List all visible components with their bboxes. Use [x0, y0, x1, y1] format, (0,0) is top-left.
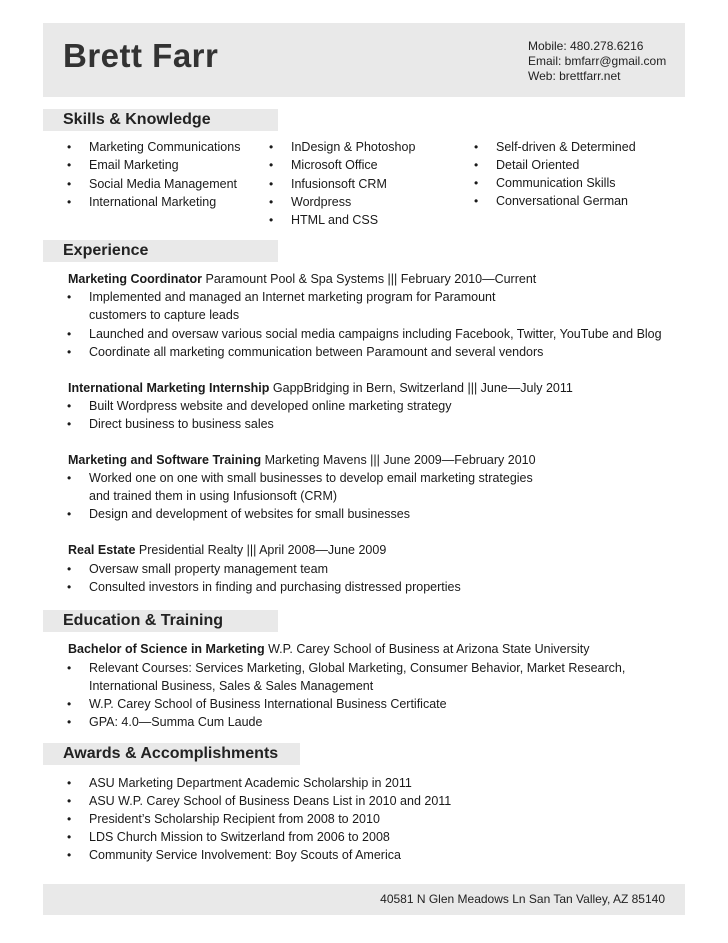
- email-address: Email: bmfarr@gmail.com: [528, 54, 667, 68]
- job-heading: [68, 541, 386, 559]
- list-item-continuation: and trained them in using Infusionsoft (CRM): [89, 489, 338, 503]
- mobile-number: Mobile: 480.278.6216: [528, 39, 644, 53]
- footer-banner: [43, 884, 685, 915]
- job-heading: [68, 451, 536, 469]
- job-detail: GappBridging in Bern, Switzerland ||| June—July 2011: [269, 381, 573, 395]
- list-item-continuation: International Business, Sales & Sales Management: [89, 679, 374, 693]
- job-detail: Marketing Mavens ||| June 2009—February 2010: [261, 453, 536, 467]
- header-banner: [43, 23, 685, 97]
- section-title-skills: Skills & Knowledge: [43, 109, 278, 131]
- school: W.P. Carey School of Business at Arizona State University: [264, 642, 590, 656]
- degree-heading: [68, 640, 590, 658]
- job-role: Marketing Coordinator: [68, 272, 203, 286]
- degree: Bachelor of Science in Marketing: [68, 642, 265, 656]
- job-heading: [68, 270, 536, 288]
- contact-info: [528, 39, 666, 84]
- section-title-awards: Awards & Accomplishments: [43, 743, 300, 765]
- job-detail: Paramount Pool & Spa Systems ||| February 2010—Current: [202, 272, 537, 286]
- section-title-experience: Experience: [43, 240, 278, 262]
- mailing-address: 40581 N Glen Meadows Ln San Tan Valley, AZ 85140: [380, 892, 665, 906]
- candidate-name: Brett Farr: [63, 37, 219, 74]
- list-item-continuation: customers to capture leads: [89, 308, 240, 322]
- job-role: Marketing and Software Training: [68, 453, 262, 467]
- section-title-education: Education & Training: [43, 610, 278, 632]
- job-role: Real Estate: [68, 543, 136, 557]
- job-detail: Presidential Realty ||| April 2008—June 2009: [135, 543, 387, 557]
- job-role: International Marketing Internship: [68, 381, 270, 395]
- job-heading: [68, 379, 573, 397]
- website: Web: brettfarr.net: [528, 69, 621, 83]
